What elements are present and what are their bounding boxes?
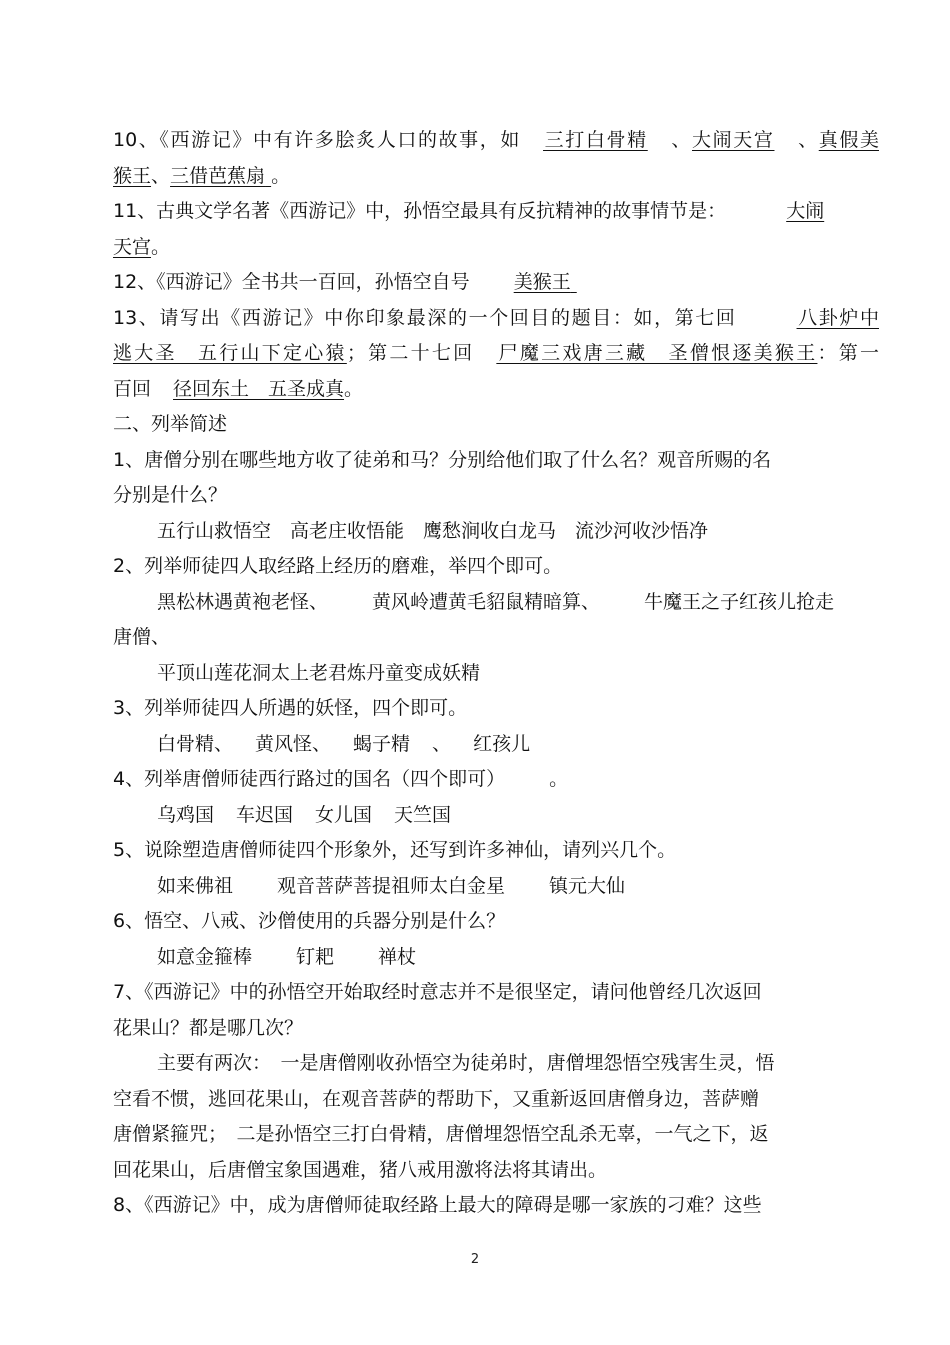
s7-question-line-2: 花果山？都是哪几次？ [113,1016,304,1039]
s5-question: 5、说除塑造唐僧师徒四个形象外，还写到许多神仙，请列兴几个。 [113,839,677,861]
s7-answer-line-1: 主要有两次： 一是唐僧刚收孙悟空为徒弟时，唐僧埋怨悟空残害生灵，悟 [157,1052,775,1074]
s2-answer-line-1 [113,585,879,621]
q10-end: 。 [271,164,291,187]
q13-mid-2: ：第一 [817,342,879,364]
s3-question: 3、列举师徒四人所遇的妖怪，四个即可。 [113,697,468,719]
s7-answer-line-4: 回花果山，后唐僧宝象国遇难，猪八戒用激将法将其请出。 [113,1158,608,1181]
section-2-title: 二、列举简述 [113,413,228,435]
s6-answer-2: 钉耙 [296,945,335,968]
q13-answer-3: 径回东土 五圣成真 [173,377,345,400]
s1-question-line-2: 分别是什么？ [113,484,228,506]
q11-text: 11、古典文学名著《西游记》中，孙悟空最具有反抗精神的故事情节是： [113,200,727,222]
s7-question-line-1: 7、《西游记》中的孙悟空开始取经时意志并不是很坚定，请问他曾经几次返回 [113,981,762,1003]
s6-answer-1: 如意金箍棒 [157,945,253,968]
q10-line-1 [113,123,879,159]
s3-answer-3: 蝎子精 [353,732,411,755]
s6-question: 6、悟空、八戒、沙僧使用的兵器分别是什么？ [113,910,506,932]
q10-sep-1: 、 [669,129,692,151]
q13-answer-1a: 八卦炉中 [796,306,879,329]
q10-answer-1: 三打白骨精 [543,129,648,151]
s5-answer-2: 观音菩萨菩提祖师太白金星 [277,874,506,897]
q11-end: 。 [151,235,171,258]
q13-line-3 [113,372,879,408]
s5-answer-1: 如来佛祖 [157,874,234,897]
q13-text: 13、请写出《西游记》中你印象最深的一个回目的题目：如，第七回 [113,306,737,329]
q13-line-2 [113,336,879,372]
s2-answer-3: 牛魔王之子红孩儿抢走 [644,590,835,613]
q10-sep-2: 、 [796,129,819,151]
s6-answer-line [113,940,879,976]
q13-mid-3: 百回 [113,377,152,400]
q12-answer: 美猴王 [513,271,571,293]
q11-line-2 [113,230,879,266]
s4-answer-line [113,798,879,834]
q13-mid-1: ；第二十七回 [346,342,475,364]
s4-question: 4、列举唐僧师徒西行路过的国名（四个即可） [113,768,506,790]
q11-line-1 [113,194,879,230]
q10-answer-3a: 真假美 [818,129,879,151]
s1-answer: 五行山救悟空 高老庄收悟能 鹰愁涧收白龙马 流沙河收沙悟净 [157,519,709,542]
s2-answer-1: 黑松林遇黄袍老怪、 [157,590,329,613]
q10-sep-3: 、 [151,164,171,187]
s3-answer-line [113,727,879,763]
s3-answer-4: 红孩儿 [473,732,531,755]
q13-answer-2: 尸魔三戏唐三藏 圣僧恨逐美猴王 [496,342,818,364]
q12-text: 12、《西游记》全书共一百回，孙悟空自号 [113,271,470,293]
s1-question-line-1: 1、唐僧分别在哪些地方收了徒弟和马？分别给他们取了什么名？观音所赐的名 [113,448,772,471]
s3-answer-2: 黄风怪、 [255,732,332,755]
q13-end: 。 [344,377,364,400]
q10-answer-4: 三借芭蕉扇 [170,164,266,187]
s4-answer-4: 天竺国 [394,803,452,826]
document-body [113,123,879,1224]
s4-answer-2: 车迟国 [236,803,294,826]
s4-question-end: 。 [549,768,569,790]
s4-answer-1: 乌鸡国 [157,803,215,826]
s7-answer-line-2: 空看不惯，逃回花果山，在观音菩萨的帮助下，又重新返回唐僧身边，菩萨赠 [113,1087,760,1110]
s6-answer-3: 禅杖 [378,945,417,968]
q11-answer-a: 大闹 [786,200,825,222]
q11-answer-b: 天宫 [113,235,152,258]
q10-answer-3b: 猴王 [113,164,152,187]
q10-answer-2: 大闹天宫 [692,129,775,151]
q10-line-2 [113,159,879,195]
s5-answer-3: 镇元大仙 [549,874,626,897]
q12-line [113,265,879,301]
s2-answer-4: 平顶山莲花洞太上老君炼丹童变成妖精 [157,661,481,684]
s4-answer-3: 女儿国 [315,803,373,826]
q12-answer-pad [571,271,577,293]
page-number: 2 [470,1252,480,1267]
s2-answer-2: 黄风岭遭黄毛貂鼠精暗算、 [372,590,601,613]
s8-question-line-1: 8、《西游记》中，成为唐僧师徒取经路上最大的障碍是哪一家族的刁难？这些 [113,1194,762,1216]
s2-answer-line-2: 唐僧、 [113,626,171,648]
s7-answer-line-3: 唐僧紧箍咒； 二是孙悟空三打白骨精，唐僧埋怨悟空乱杀无辜，一气之下，返 [113,1123,769,1145]
q10-text: 10、《西游记》中有许多脍炙人口的故事，如 [113,129,522,151]
s4-question-line [113,762,879,798]
s3-answer-sep: 、 [432,732,452,755]
s3-answer-1: 白骨精、 [157,732,234,755]
q13-answer-1b: 逃大圣 五行山下定心猿 [113,342,347,364]
q13-line-1 [113,301,879,337]
s2-question: 2、列举师徒四人取经路上经历的磨难，举四个即可。 [113,555,563,577]
s5-answer-line [113,869,879,905]
